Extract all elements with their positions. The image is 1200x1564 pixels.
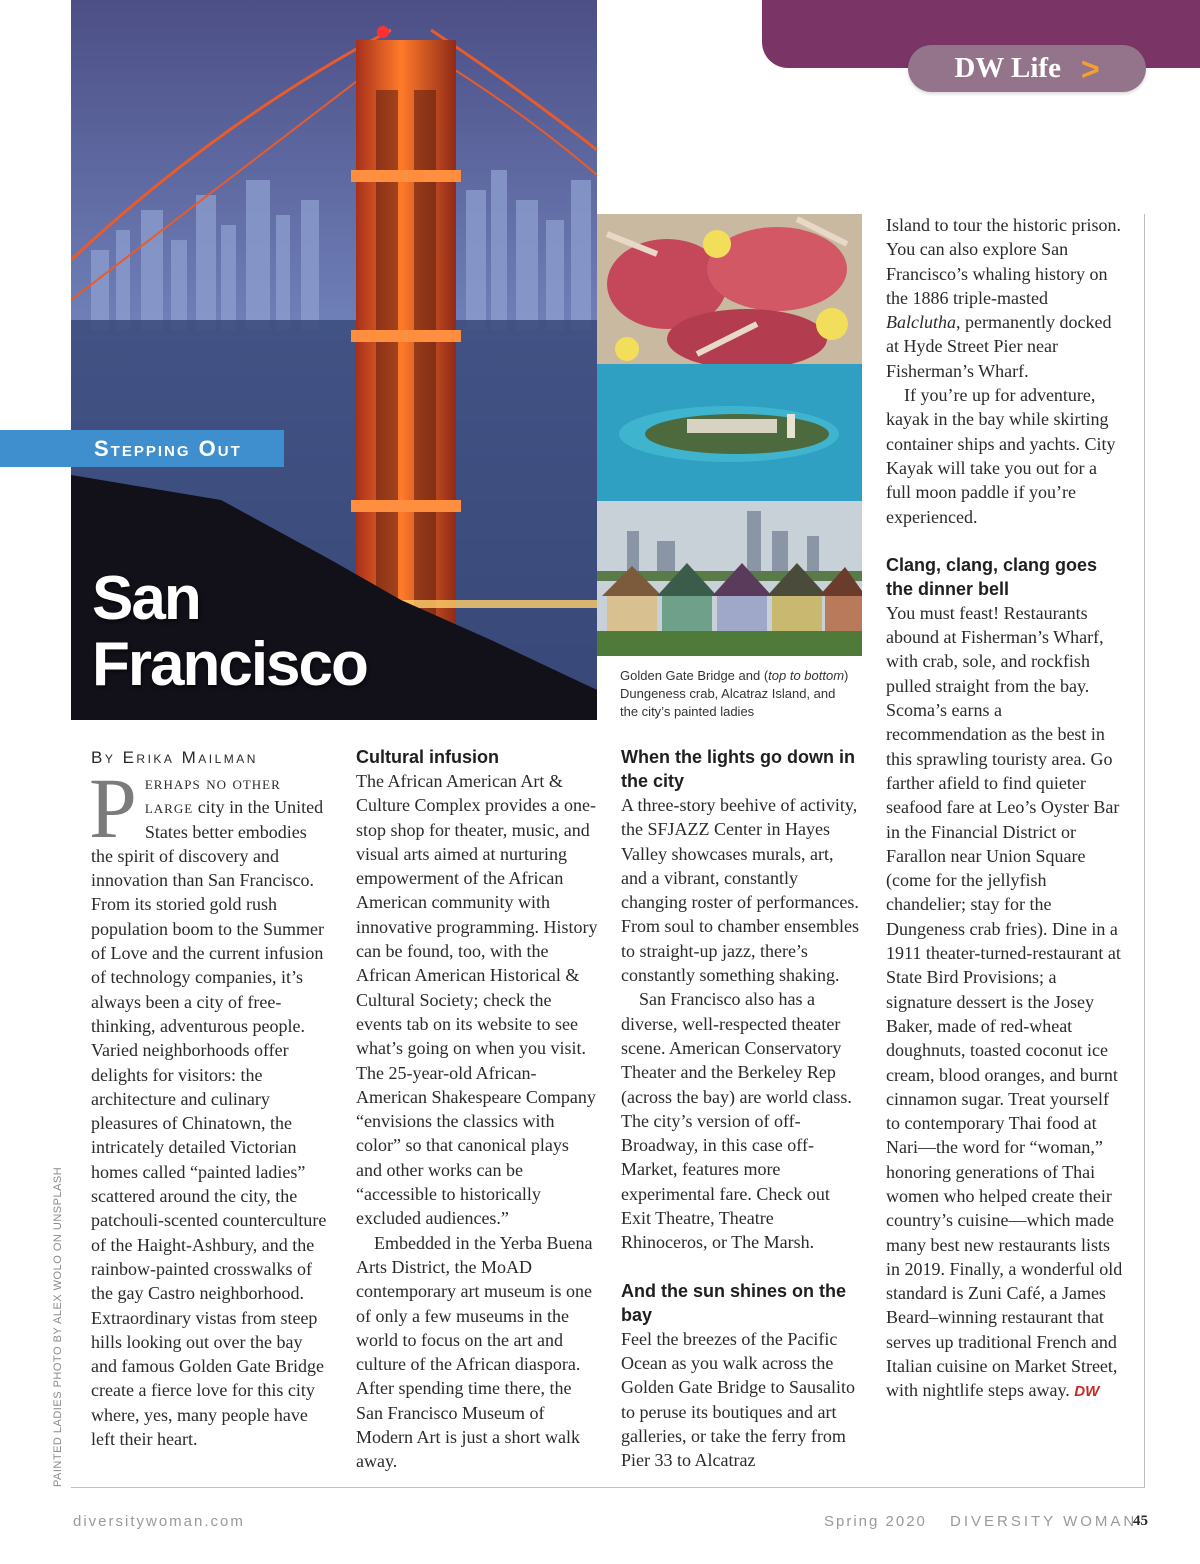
lead-body: city in the United States better embodies the spirit of discovery and innovation than San Francisco. From its storied gold rush population boom to the Summer of Love and the current infusion of technology companies, it’s always been a city of free-thinking, adventurous people. Varied neighborhoods offer delights for visitors: the architecture and culinary pleasures of Chinatown, the intricately detailed Victorian homes called “painted ladies” scattered around the city, the patchouli-scented counterculture of the Haight-Ashbury, and the rainbow-painted crosswalks of the gay Castro neighborhood. Extraordinary vistas from steep hills looking out over the bay and famous Golden Gate Bridge create a fierce love for this city where, yes, many people have left their heart. (91, 797, 327, 1450)
lead-in-caps: erhaps no other large (144, 773, 281, 818)
chevron-right-icon: > (1080, 50, 1100, 87)
photo-credit: PAINTED LADIES PHOTO BY ALEX WOLO ON UNSPLASH (52, 1166, 64, 1487)
article-title (92, 566, 367, 698)
drop-cap: P (89, 760, 137, 856)
caption-text-b: ) Dungeness crab, Alcatraz Island, and the city’s painted ladies (620, 668, 849, 719)
department-text: Stepping Out (94, 435, 242, 461)
continued-text-b: permanently docked at Hyde Street Pier near Fisherman’s Wharf. (886, 312, 1112, 381)
heading-dinner-bell: Clang, clang, clang goes the dinner bell (886, 554, 1098, 599)
column-4 (886, 213, 1126, 1405)
title-line-2: Francisco (92, 630, 367, 699)
column-2 (356, 745, 598, 1474)
section-label: DW Life (954, 52, 1061, 84)
lead-paragraph (89, 760, 331, 1451)
heading-cultural-infusion: Cultural infusion (356, 747, 499, 767)
frame-line-bottom (71, 1487, 1145, 1488)
continued-text-a: Island to tour the historic prison. You can also explore San Francisco’s whaling history on the 1886 triple-masted (886, 215, 1121, 308)
lights-paragraph-2: San Francisco also has a diverse, well-respected theater scene. American Conservatory Theater and the Berkeley Rep (across the bay) are world class. The city’s version of off-Broadway, in this case off-Market, features more experimental fare. Check out Exit Theatre, Theatre Rhinoceros, or The Marsh. (621, 989, 852, 1253)
column-3 (621, 745, 861, 1472)
section-nav-pill[interactable] (908, 45, 1146, 92)
caption-italic: top to bottom (768, 668, 845, 683)
caption-text-a: Golden Gate Bridge and ( (620, 668, 769, 683)
cultural-paragraph-1: The African American Art & Culture Complex provides a one-stop shop for theater, music, and visual arts aimed at nurturing empowerment of the African American community with innovative programming. History can be found, too, with the African American Historical & Cultural Society; check the events tab on its website to see what’s going on when you visit. The 25-year-old African-American Shakespeare Company “envisions the classics with color” so that canonical plays and other works can be “accessible to historically excluded audiences.” (356, 771, 598, 1229)
footer-season: Spring 2020 (824, 1513, 927, 1530)
continued-paragraph (886, 213, 1126, 383)
heading-sun: And the sun shines on the bay (621, 1280, 847, 1325)
lights-paragraph-1: A three-story beehive of activity, the SFJAZZ Center in Hayes Valley showcases murals, art, and a vibrant, constantly changing roster of performances. From soul to chamber ensembles to straight-up jazz, there’s constantly something shaking. (621, 795, 859, 986)
end-mark: DW (1074, 1383, 1100, 1401)
photo-alcatraz-island (597, 364, 862, 501)
byline: By Erika Mailman (91, 748, 258, 767)
frame-line-right (1144, 214, 1145, 1488)
heading-lights: When the lights go down in the city (621, 747, 855, 791)
ship-name: Balclutha, (886, 312, 961, 333)
kayak-paragraph: If you’re up for adventure, kayak in the bay while skirting container ships and yachts. City Kayak will take you out for a full moon paddle if you’re experienced. (886, 385, 1116, 527)
column-1 (91, 745, 331, 1451)
department-label (0, 430, 284, 467)
photo-caption (620, 667, 850, 721)
footer-magazine: DIVERSITY WOMAN (950, 1513, 1138, 1530)
photo-dungeness-crab (597, 214, 862, 364)
page-number: 45 (1133, 1513, 1148, 1529)
dinner-paragraph (886, 601, 1126, 1405)
dinner-text: You must feast! Restaurants abound at Fisherman’s Wharf, with crab, sole, and rockfish pulled straight from the bay. Scoma’s earns a recommendation as the best in this sprawling touristy area. Go farther afield to find quieter seafood fare at Leo’s Oyster Bar in the Financial District or Farallon near Union Square (come for the jellyfish chandelier; stay for the Dungeness crab fries). Dine in a 1911 theater-turned-restaurant at State Bird Provisions; a signature dessert is the Josey Baker, made of red-wheat doughnuts, toasted coconut ice cream, blood oranges, and burnt cinnamon sugar. Treat yourself to contemporary Thai food at Nari—the word for “woman,” honoring generations of Thai women who helped create their country’s cuisine—which made many best new restaurants lists in 2019. Finally, a wonderful old standard is Zuni Café, a James Beard–winning restaurant that serves up traditional French and Italian cuisine on Market Street, with nightlife steps away. (886, 602, 1123, 1401)
sun-paragraph-1: Feel the breezes of the Pacific Ocean as you walk across the Golden Gate Bridge to Sausalito to peruse its boutiques and art galleries, or take the ferry from Pier 33 to Alcatraz (621, 1328, 855, 1471)
footer-url[interactable]: diversitywoman.com (73, 1513, 245, 1530)
title-line-1: San (92, 564, 200, 633)
photo-painted-ladies (597, 501, 862, 656)
cultural-paragraph-2: Embedded in the Yerba Buena Arts District, the MoAD contemporary art museum is one of only a few museums in the world to focus on the art and culture of the African diaspora. After spending time there, the San Francisco Museum of Modern Art is just a short walk away. (356, 1232, 593, 1472)
